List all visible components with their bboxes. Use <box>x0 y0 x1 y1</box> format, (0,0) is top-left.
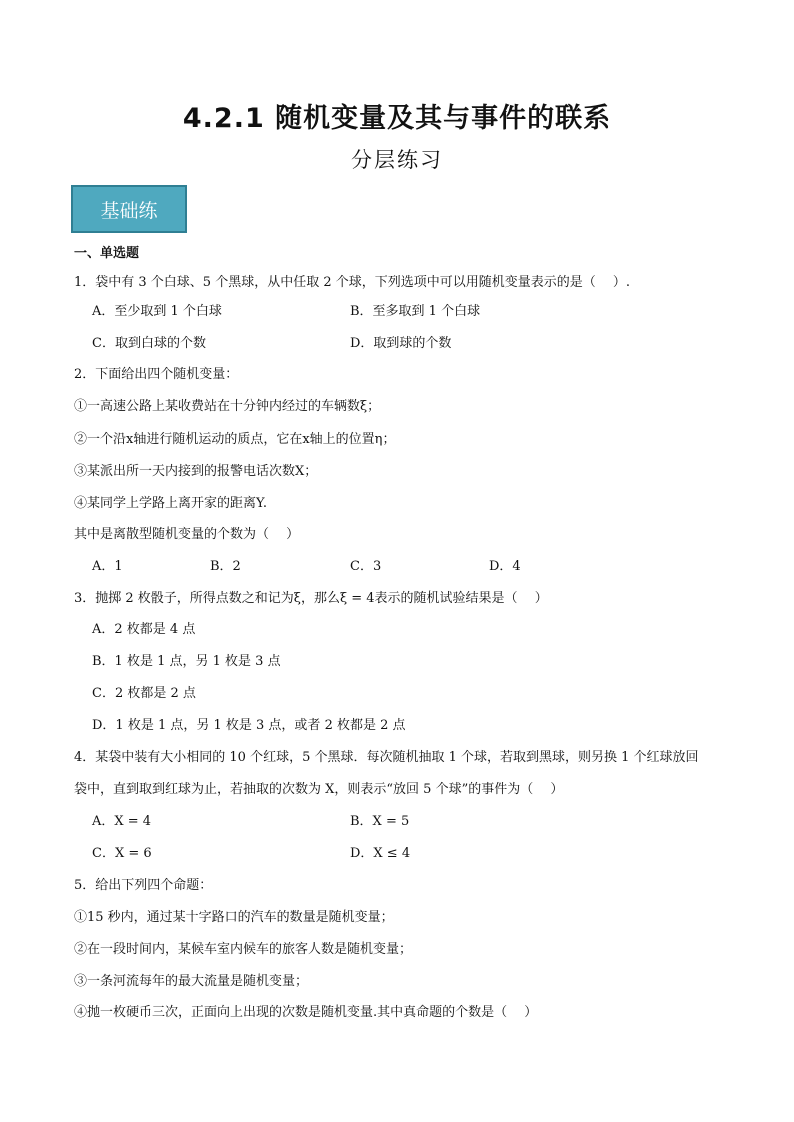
question-4-option-d: D．X ≤ 4 <box>350 846 411 861</box>
question-4-option-b: B．X = 5 <box>350 814 410 829</box>
question-5-item-3: ③一条河流每年的最大流量是随机变量； <box>74 974 309 989</box>
page-subtitle: 分层练习 <box>351 148 443 172</box>
level-badge: 基础练 <box>71 185 187 233</box>
question-4-stem-line-2: 袋中，直到取到红球为止，若抽取的次数为 X，则表示“放回 5 个球”的事件为（ ） <box>74 782 564 797</box>
question-1-stem: 1．袋中有 3 个白球、5 个黑球，从中任取 2 个球，下列选项中可以用随机变量表示的是（ ）. <box>74 275 631 290</box>
page-title: 4.2.1 随机变量及其与事件的联系 <box>182 103 612 134</box>
question-5-item-1: ①15 秒内，通过某十字路口的汽车的数量是随机变量； <box>74 910 394 925</box>
question-2-option-c: C．3 <box>350 559 382 574</box>
section-heading: 一、单选题 <box>74 246 140 261</box>
question-2-item-4: ④某同学上学路上离开家的距离Y. <box>74 496 268 511</box>
question-2-option-a: A．1 <box>92 559 123 574</box>
question-4-stem-line-1: 4．某袋中装有大小相同的 10 个红球，5 个黑球．每次随机抽取 1 个球，若取到黑球，则另换 1 个红球放回 <box>74 750 699 765</box>
question-2-stem: 2．下面给出四个随机变量： <box>74 367 239 382</box>
question-2-question: 其中是离散型随机变量的个数为（ ） <box>74 527 300 542</box>
question-5-item-2: ②在一段时间内，某候车室内候车的旅客人数是随机变量； <box>74 942 413 957</box>
question-2-option-d: D．4 <box>489 559 521 574</box>
question-3-option-d: D．1 枚是 1 点，另 1 枚是 3 点，或者 2 枚都是 2 点 <box>92 718 406 733</box>
question-2-item-3: ③某派出所一天内接到的报警电话次数X； <box>74 464 318 479</box>
question-1-option-a: A．至少取到 1 个白球 <box>92 304 222 319</box>
question-3-option-c: C．2 枚都是 2 点 <box>92 686 196 701</box>
question-1-option-d: D．取到球的个数 <box>350 336 452 351</box>
question-3-option-a: A．2 枚都是 4 点 <box>92 622 196 637</box>
question-3-option-b: B．1 枚是 1 点，另 1 枚是 3 点 <box>92 654 281 669</box>
question-4-option-a: A．X = 4 <box>92 814 152 829</box>
question-5-stem: 5．给出下列四个命题： <box>74 878 213 893</box>
question-5-item-4: ④抛一枚硬币三次，正面向上出现的次数是随机变量.其中真命题的个数是（ ） <box>74 1005 538 1020</box>
question-2-item-1: ①一高速公路上某收费站在十分钟内经过的车辆数ξ； <box>74 399 381 414</box>
question-1-option-b: B．至多取到 1 个白球 <box>350 304 481 319</box>
question-4-option-c: C．X = 6 <box>92 846 152 861</box>
question-2-item-2: ②一个沿x轴进行随机运动的质点，它在x轴上的位置η； <box>74 432 396 447</box>
question-3-stem: 3．抛掷 2 枚骰子，所得点数之和记为ξ，那么ξ = 4表示的随机试验结果是（ ） <box>74 591 548 606</box>
question-1-option-c: C．取到白球的个数 <box>92 336 206 351</box>
question-2-option-b: B．2 <box>210 559 241 574</box>
